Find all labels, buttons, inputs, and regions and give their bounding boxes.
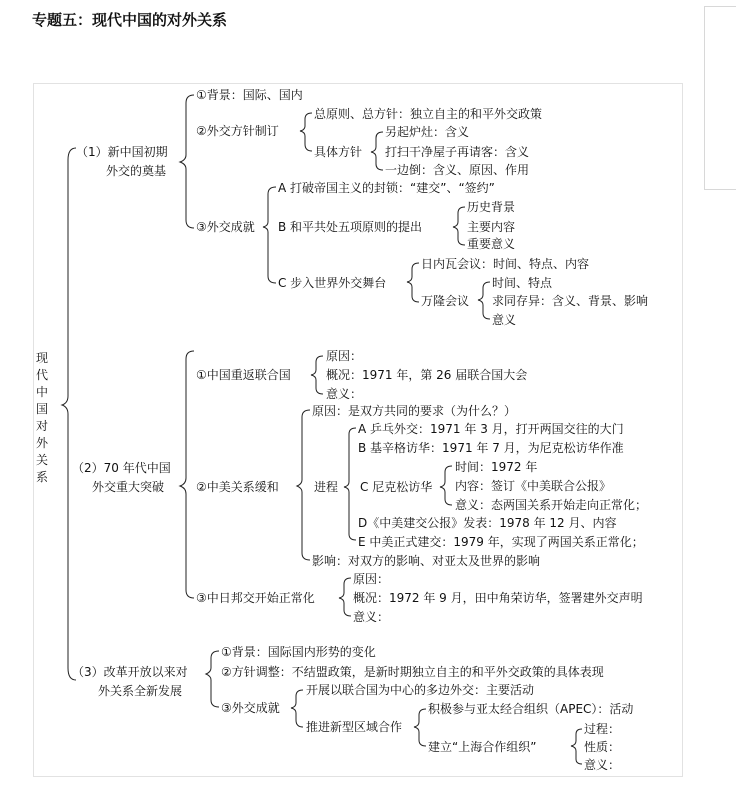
s3-heading-1: （3）改革开放以来对 <box>72 665 188 679</box>
s1-principle: 总原则、总方针：独立自主的和平外交政策 <box>314 107 543 121</box>
s3-sco: 建立“上海合作组织” <box>428 740 537 754</box>
s3-heading-2: 外关系全新发展 <box>98 684 183 698</box>
s1-b-3: 重要意义 <box>467 237 516 251</box>
s2-un-2: 概况：1971 年，第 26 届联合国大会 <box>326 368 528 382</box>
s2-heading-1: （2）70 年代中国 <box>72 461 171 475</box>
s1-achieve-c: C 步入世界外交舞台 <box>278 276 387 290</box>
s1-bandung-1: 时间、特点 <box>492 276 553 290</box>
achieve3-bracket <box>291 690 303 727</box>
s3-apec: 积极参与亚太经合组织（APEC）：活动 <box>428 702 634 716</box>
s1-bandung-2: 求同存异：含义、背景、影响 <box>492 294 649 308</box>
regional-bracket <box>414 709 426 746</box>
s2-process: 进程 <box>314 480 339 494</box>
s1-geneva: 日内瓦会议：时间、特点、内容 <box>421 257 590 271</box>
s1-b-1: 历史背景 <box>467 200 516 214</box>
s3-achieve: ③外交成就 <box>221 701 280 715</box>
s1-background: ①背景：国际、国内 <box>196 88 303 102</box>
s3-background: ①背景：国际国内形势的变化 <box>221 645 376 659</box>
c-bracket <box>407 263 419 302</box>
s2-us: ②中美关系缓和 <box>196 480 279 494</box>
s3-adjust: ②方针调整：不结盟政策，是新时期独立自主的和平外交政策的具体表现 <box>221 665 604 679</box>
sco-bracket <box>571 729 582 764</box>
s2-process-c: C 尼克松访华 <box>360 480 433 494</box>
s2-nixon-3: 意义：态两国关系开始走向正常化； <box>455 498 648 512</box>
policy-bracket <box>300 113 312 151</box>
un-bracket <box>311 356 323 394</box>
s1-specific-2: 打扫干净屋子再请客：含义 <box>385 145 530 159</box>
s3-regional: 推进新型区域合作 <box>306 720 403 734</box>
s2-un: ①中国重返联合国 <box>196 368 291 382</box>
s2-process-e: E 中美正式建交：1979 年，实现了两国关系正常化； <box>358 535 644 549</box>
s1-specific-3: 一边倒：含义、原因、作用 <box>385 163 530 177</box>
s1-bandung: 万隆会议 <box>421 294 470 308</box>
s1-achieve-b: B 和平共处五项原则的提出 <box>278 220 423 234</box>
root-bracket <box>62 148 76 680</box>
s1-achieve: ③外交成就 <box>196 220 255 234</box>
b-bracket <box>453 207 465 245</box>
process-bracket <box>344 428 356 540</box>
s3-sco-3: 意义： <box>584 758 621 772</box>
s2-nixon-1: 时间：1972 年 <box>455 460 538 474</box>
root-label: 现代中国对外关系 <box>35 351 48 484</box>
s1-b-2: 主要内容 <box>467 220 516 234</box>
s2-heading-2: 外交重大突破 <box>92 480 165 494</box>
s1-specific: 具体方针 <box>314 145 363 159</box>
s2-jp-1: 原因： <box>353 572 390 586</box>
specific-bracket <box>371 132 383 170</box>
s2-jp-2: 概况：1972 年 9 月，田中角荣访华，签署建外交声明 <box>353 591 643 605</box>
nixon-bracket <box>440 466 452 505</box>
s2-us-impact: 影响：对双方的影响、对亚太及世界的影响 <box>312 554 541 568</box>
s2-un-3: 意义： <box>326 387 363 401</box>
achieve1-bracket <box>263 187 276 283</box>
s1-heading-2: 外交的奠基 <box>106 164 167 178</box>
s1-bracket <box>180 95 194 228</box>
s2-jp: ③中日邦交开始正常化 <box>196 591 315 605</box>
s2-process-b: B 基辛格访华：1971 年 7 月，为尼克松访华作准 <box>358 441 624 455</box>
s1-policy: ②外交方针制订 <box>196 124 279 138</box>
s1-heading-1: （1）新中国初期 <box>76 145 168 159</box>
s1-bandung-3: 意义 <box>492 313 517 327</box>
s2-nixon-2: 内容：签订《中美联合公报》 <box>455 479 612 493</box>
page-title: 专题五：现代中国的对外关系 <box>32 11 228 29</box>
us-bracket <box>297 410 310 560</box>
s3-sco-1: 过程： <box>584 722 621 736</box>
jp-bracket <box>339 578 351 616</box>
s3-bracket <box>206 651 219 707</box>
s2-us-reason: 原因：是双方共同的要求（为什么？） <box>312 404 517 418</box>
s2-process-d: D《中美建交公报》发表：1978 年 12 月、内容 <box>358 516 617 530</box>
bandung-bracket <box>478 282 490 319</box>
s1-achieve-a: A 打破帝国主义的封锁：“建交”、“签约” <box>278 181 495 195</box>
s2-bracket <box>180 351 194 598</box>
s3-sco-2: 性质： <box>584 740 621 754</box>
s2-un-1: 原因： <box>326 349 363 363</box>
s1-specific-1: 另起炉灶：含义 <box>385 125 470 139</box>
s2-process-a: A 乒乓外交：1971 年 3 月，打开两国交往的大门 <box>358 422 624 436</box>
s2-jp-3: 意义： <box>353 610 390 624</box>
s3-multilateral: 开展以联合国为中心的多边外交：主要活动 <box>306 683 535 697</box>
